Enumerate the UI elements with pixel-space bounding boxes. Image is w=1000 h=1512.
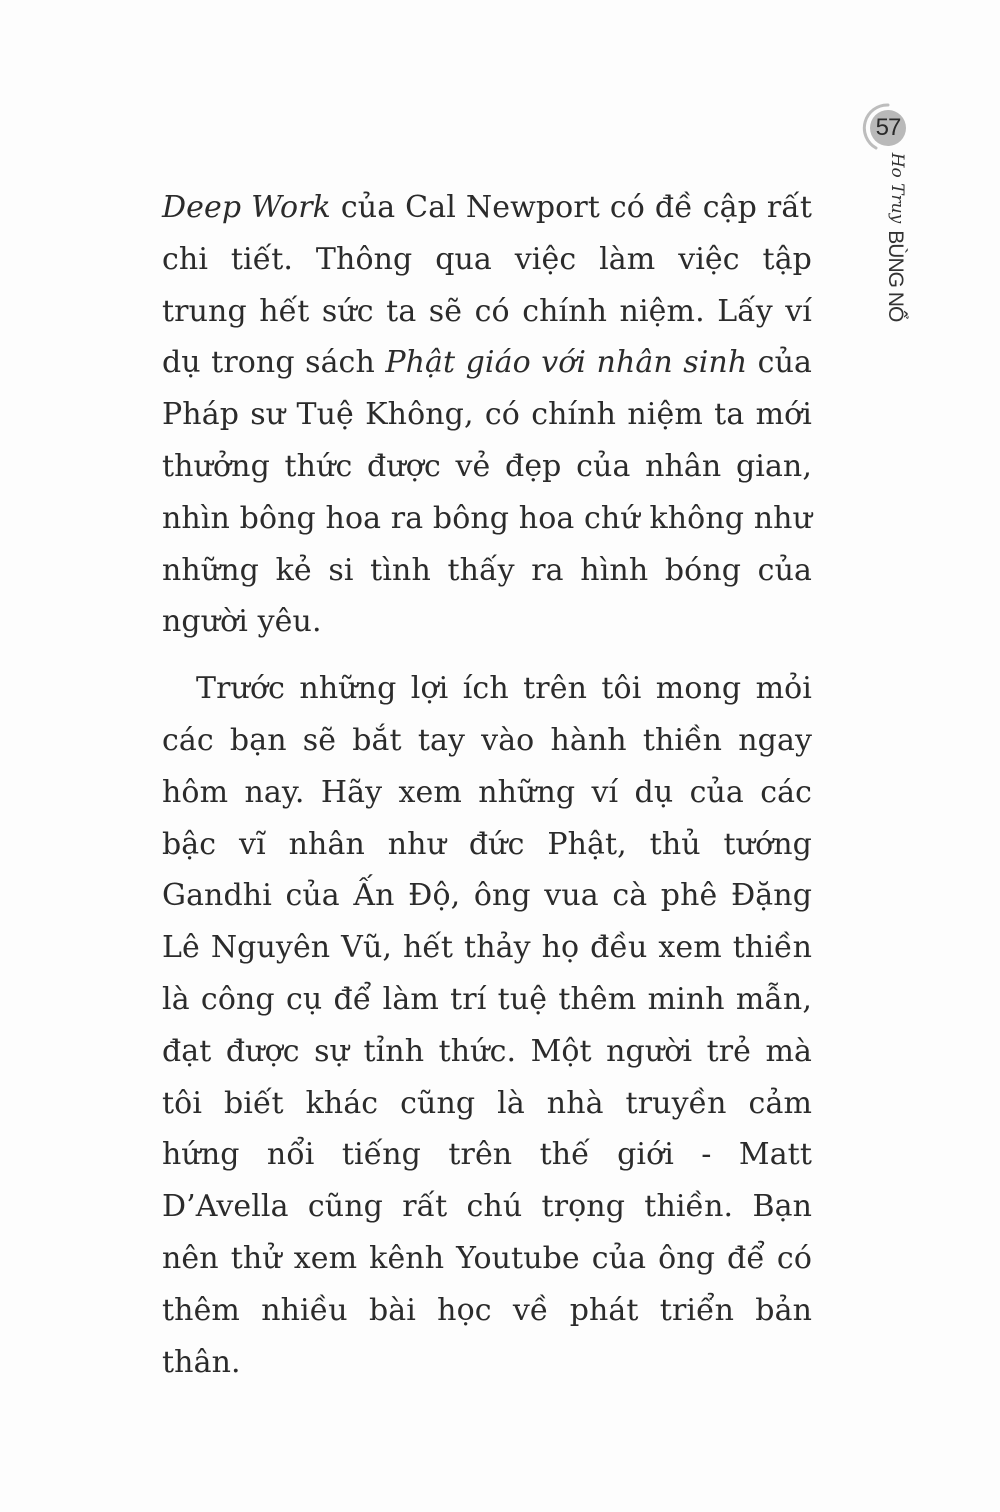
body-text: [162, 182, 812, 1388]
book-title-phat-giao: Phật giáo với nhân sinh: [385, 345, 748, 381]
page-number: 57: [875, 114, 901, 141]
book-title-deep-work: Deep Work: [162, 190, 331, 225]
running-title: [860, 152, 930, 322]
running-title-author: Ho Truy: [887, 152, 907, 224]
page-number-badge: [862, 102, 914, 154]
running-title-book: BÙNG NỔ: [884, 230, 907, 322]
paragraph-1: [162, 182, 812, 648]
paragraph-2: Trước những lợi ích trên tôi mong mỏi các bạn sẽ bắt tay vào hành thiền ngay hôm nay. Hãy xem những ví dụ của các bậc vĩ nhân như đức Phật, thủ tướng Gandhi của Ấn Độ, ông vua cà phê Đặng Lê Nguyên Vũ, hết thảy họ đều xem thiền là công cụ để làm trí tuệ thêm minh mẫn, đạt được sự tỉnh thức. Một người trẻ mà tôi biết khác cũng là nhà truyền cảm hứng nổi tiếng trên thế giới - Matt D’Avella cũng rất chú trọng thiền. Bạn nên thử xem kênh Youtube của ông để có thêm nhiều bài học về phát triển bản thân.: [162, 671, 812, 1380]
paragraph-1-text-a: của Cal Newport có đề cập rất chi tiết. Thông qua việc làm việc tập trung hết sức ta sẽ có chính niệm. Lấy ví dụ trong sách: [162, 190, 812, 381]
paragraph-1-text-b: của Pháp sư Tuệ Không, có chính niệm ta mới thưởng thức được vẻ đẹp của nhân gian, nhìn bông hoa ra bông hoa chứ không như những kẻ si tình thấy ra hình bóng của người yêu.: [162, 345, 812, 640]
